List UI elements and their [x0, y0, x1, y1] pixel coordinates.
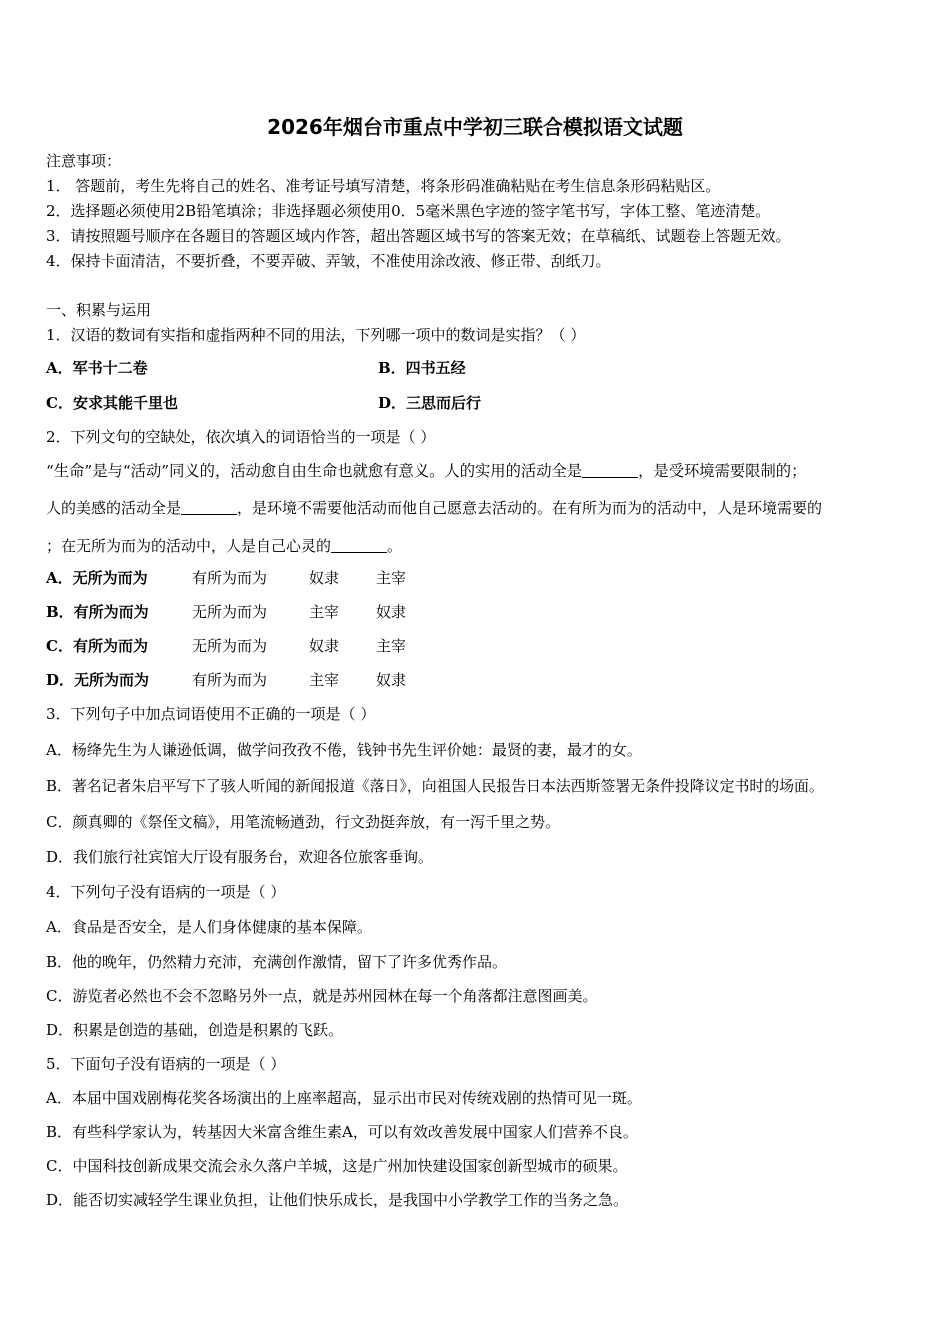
passage-text: ，是环境不需要他活动而他自己愿意去活动的。在有所为而为的活动中，人是环境需要的 — [237, 499, 823, 517]
option-word: 无所为而为 — [192, 603, 268, 621]
option-word: 主宰 — [376, 569, 407, 587]
question-4-option-b: B．他的晚年，仍然精力充沛，充满创作激情，留下了许多优秀作品。 — [46, 953, 508, 971]
question-2-option-a: A．无所为而为 — [46, 569, 148, 587]
passage-text: 人的美感的活动全是 — [46, 499, 182, 517]
question-5-option-d: D．能否切实减轻学生课业负担，让他们快乐成长，是我国中小学教学工作的当务之急。 — [46, 1191, 629, 1209]
question-1-stem: 1．汉语的数词有实指和虚指两种不同的用法，下列哪一项中的数词是实指？（ ） — [46, 326, 586, 344]
fill-blank — [582, 463, 638, 478]
option-word: 主宰 — [309, 671, 340, 689]
question-1-option-b: B．四书五经 — [378, 359, 466, 377]
option-word: 奴隶 — [309, 569, 340, 587]
question-5-option-c: C．中国科技创新成果交流会永久落户羊城，这是广州加快建设国家创新型城市的硕果。 — [46, 1157, 628, 1175]
question-4-option-d: D．积累是创造的基础，创造是积累的飞跃。 — [46, 1021, 344, 1039]
passage-text: ；在无所为而为的活动中，人是自己心灵的 — [46, 537, 332, 555]
question-1-option-d: D．三思而后行 — [378, 394, 482, 412]
passage-text: 。 — [387, 537, 403, 555]
notice-heading: 注意事项： — [46, 152, 122, 170]
notice-item: 1． 答题前，考生先将自己的姓名、准考证号填写清楚，将条形码准确粘贴在考生信息条形码粘贴区。 — [46, 177, 721, 195]
question-3-option-a: A．杨绛先生为人谦逊低调，做学问孜孜不倦，钱钟书先生评价她：最贤的妻，最才的女。 — [46, 741, 642, 759]
section-heading: 一、积累与运用 — [46, 301, 152, 319]
page-title: 2026年烟台市重点中学初三联合模拟语文试题 — [267, 115, 683, 139]
option-word: 奴隶 — [376, 603, 407, 621]
question-2-option-d: D．无所为而为 — [46, 671, 150, 689]
question-4-option-c: C．游览者必然也不会不忽略另外一点，就是苏州园林在每一个角落都注意图画美。 — [46, 987, 598, 1005]
question-3-option-c: C．颜真卿的《祭侄文稿》，用笔流畅遒劲，行文劲挺奔放，有一泻千里之势。 — [46, 813, 560, 831]
question-2-stem: 2．下列文句的空缺处，依次填入的词语恰当的一项是（ ） — [46, 428, 436, 446]
question-1-option-a: A．军书十二卷 — [46, 359, 148, 377]
notice-item: 3．请按照题号顺序在各题目的答题区域内作答，超出答题区域书写的答案无效；在草稿纸、试题卷上答题无效。 — [46, 227, 791, 245]
notice-item: 2．选择题必须使用2B铅笔填涂；非选择题必须使用0．5毫米黑色字迹的签字笔书写，字体工整、笔迹清楚。 — [46, 202, 771, 220]
question-2-option-b: B．有所为而为 — [46, 603, 149, 621]
question-2-passage-line — [46, 498, 822, 518]
option-word: 无所为而为 — [192, 637, 268, 655]
option-word: 奴隶 — [309, 637, 340, 655]
fill-blank — [331, 538, 387, 553]
passage-text: ，是受环境需要限制的； — [638, 462, 807, 480]
option-word: 有所为而为 — [192, 569, 268, 587]
question-5-option-b: B．有些科学家认为，转基因大米富含维生素A，可以有效改善发展中国家人们营养不良。 — [46, 1123, 638, 1141]
question-2-passage-line — [46, 536, 402, 556]
question-2-option-c: C．有所为而为 — [46, 637, 148, 655]
question-4-stem: 4．下列句子没有语病的一项是（ ） — [46, 883, 286, 901]
option-word: 有所为而为 — [192, 671, 268, 689]
question-3-option-b: B．著名记者朱启平写下了骇人听闻的新闻报道《落日》，向祖国人民报告日本法西斯签署无条件投降议定书时的场面。 — [46, 777, 824, 795]
notice-item: 4．保持卡面清洁，不要折叠，不要弄破、弄皱，不准使用涂改液、修正带、刮纸刀。 — [46, 252, 611, 270]
option-word: 主宰 — [309, 603, 340, 621]
question-5-option-a: A．本届中国戏剧梅花奖各场演出的上座率超高，显示出市民对传统戏剧的热情可见一斑。 — [46, 1089, 642, 1107]
fill-blank — [181, 500, 237, 515]
question-5-stem: 5．下面句子没有语病的一项是（ ） — [46, 1055, 286, 1073]
question-3-stem: 3．下列句子中加点词语使用不正确的一项是（ ） — [46, 705, 376, 723]
option-word: 主宰 — [376, 637, 407, 655]
passage-text: “生命”是与“活动”同义的，活动愈自由生命也就愈有意义。人的实用的活动全是 — [46, 462, 583, 480]
question-2-passage-line — [46, 461, 806, 481]
question-3-option-d: D．我们旅行社宾馆大厅设有服务台，欢迎各位旅客垂询。 — [46, 848, 434, 866]
question-4-option-a: A．食品是否安全，是人们身体健康的基本保障。 — [46, 918, 372, 936]
question-1-option-c: C．安求其能千里也 — [46, 394, 178, 412]
option-word: 奴隶 — [376, 671, 407, 689]
